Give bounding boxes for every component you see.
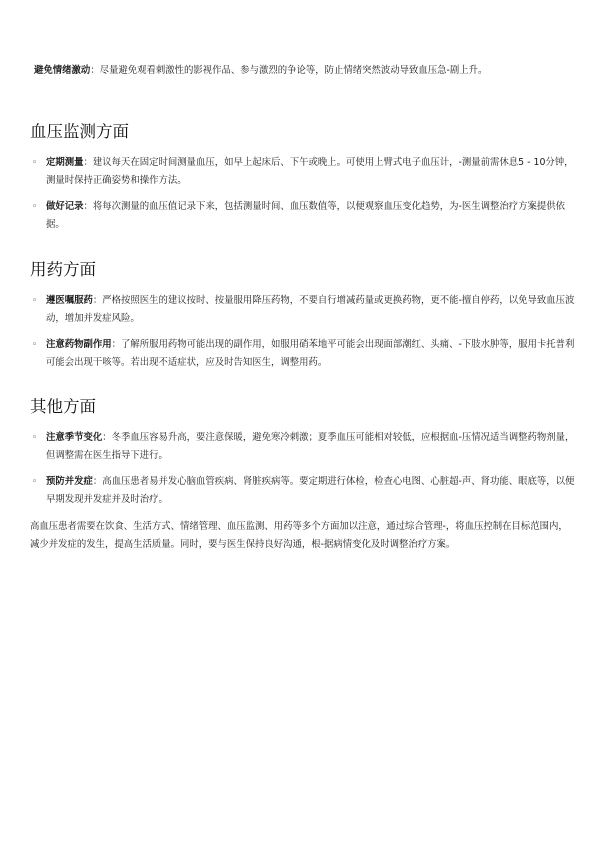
list-item [30, 292, 580, 328]
section-heading-other: 其他方面 [30, 397, 96, 416]
item-separator: ： [102, 432, 112, 443]
item-separator: ： [83, 157, 93, 168]
conclusion-paragraph: 高血压患者需要在饮食、生活方式、情绪管理、血压监测、用药等多个方面加以注意，通过综合管理-，将血压控制在目标范围内，减少并发症的发生，提高生活质量。同时，要与医生保持良好沟通，根-据病情变化及时调整治疗方案。 [30, 521, 568, 550]
item-text: 冬季血压容易升高，要注意保暖，避免寒冷刺激；夏季血压可能相对较低，应根据血-压情况适当调整药物剂量，但调整需在医生指导下进行。 [46, 432, 575, 461]
section-list-other [30, 429, 580, 517]
section-list-medication [30, 292, 580, 380]
intro-text: 尽量避免观看刺激性的影视作品、参与激烈的争论等，防止情绪突然波动导致血压急-剧上升。 [99, 65, 488, 76]
bullet-icon: ◦ [32, 158, 38, 168]
item-title: 遵医嘱服药 [46, 295, 93, 306]
item-text: 严格按照医生的建议按时、按量服用降压药物，不要自行增减药量或更换药物，更不能-擅自停药，以免导致血压波动，增加并发症风险。 [46, 295, 575, 324]
section-list-bp-monitoring [30, 154, 580, 242]
section-heading-bp-monitoring: 血压监测方面 [30, 122, 129, 141]
item-title: 注意季节变化 [46, 432, 103, 443]
list-item [30, 336, 580, 372]
intro-paragraph [34, 62, 569, 80]
bullet-icon: ◦ [32, 340, 38, 350]
intro-title: 避免情绪激动 [34, 65, 91, 76]
section-heading-medication: 用药方面 [30, 260, 96, 279]
list-item [30, 473, 580, 509]
bullet-icon: ◦ [32, 433, 38, 443]
item-separator: ： [83, 201, 93, 212]
item-separator: ： [111, 339, 122, 350]
item-title: 预防并发症 [46, 476, 93, 487]
item-title: 注意药物副作用 [46, 339, 112, 350]
list-item [30, 154, 580, 190]
list-item [30, 198, 580, 234]
list-item [30, 429, 580, 465]
bullet-icon: ◦ [32, 477, 38, 487]
item-separator: ： [92, 295, 103, 306]
bullet-icon: ◦ [32, 202, 38, 212]
item-text: 了解所服用药物可能出现的副作用，如服用硝苯地平可能会出现面部潮红、头痛、-下肢水肿等，服用卡托普利可能会出现干咳等。若出现不适症状，应及时告知医生，调整用药。 [46, 339, 575, 368]
item-separator: ： [92, 476, 103, 487]
item-text: 高血压患者易并发心脑血管疾病、肾脏疾病等。要定期进行体检，检查心电图、心脏超-声、肾功能、眼底等，以便早期发现并发症并及时治疗。 [46, 476, 575, 505]
item-title: 做好记录 [46, 201, 84, 212]
intro-separator: ： [90, 65, 100, 76]
bullet-icon: ◦ [32, 296, 38, 306]
item-title: 定期测量 [46, 157, 84, 168]
item-text: 将每次测量的血压值记录下来，包括测量时间、血压数值等，以便观察血压变化趋势，为-医生调整治疗方案提供依据。 [46, 201, 566, 230]
item-text: 建议每天在固定时间测量血压，如早上起床后、下午或晚上。可使用上臂式电子血压计，-测量前需休息5 - 10分钟，测量时保持正确姿势和操作方法。 [46, 157, 574, 186]
